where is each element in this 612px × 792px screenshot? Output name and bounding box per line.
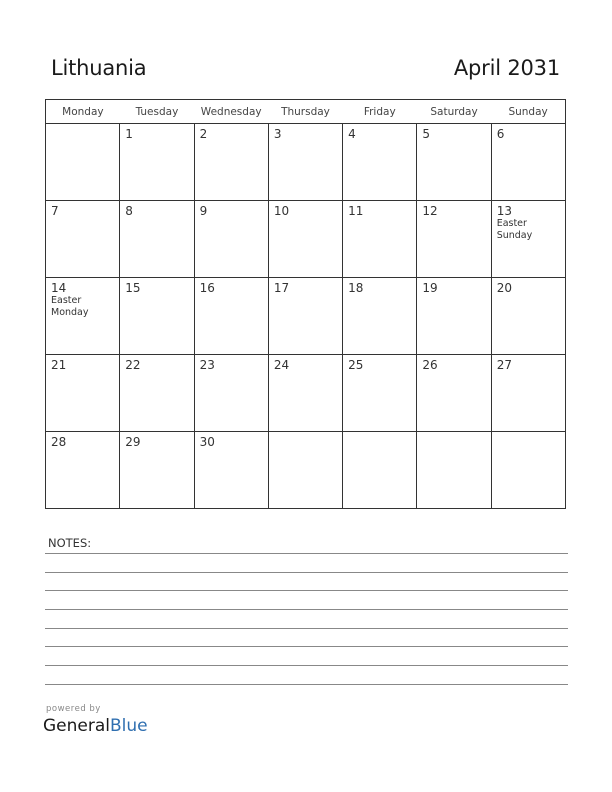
day-number: 28 xyxy=(51,435,67,449)
day-number: 19 xyxy=(422,281,438,295)
note-line xyxy=(45,628,568,629)
weekday-monday: Monday xyxy=(46,100,120,124)
day-number: 6 xyxy=(496,127,505,141)
day-cell xyxy=(417,201,491,278)
day-number: 18 xyxy=(348,281,364,295)
day-number: 26 xyxy=(422,358,438,372)
week-row xyxy=(46,432,566,509)
day-number: 30 xyxy=(199,435,215,449)
day-number: 20 xyxy=(496,281,512,295)
day-cell xyxy=(343,124,417,201)
day-cell xyxy=(46,355,120,432)
day-number: 13 xyxy=(496,204,512,218)
day-cell xyxy=(491,201,565,278)
weekday-header-row xyxy=(46,100,566,124)
note-line xyxy=(45,684,568,685)
note-line xyxy=(45,646,568,647)
day-cell xyxy=(343,201,417,278)
day-cell xyxy=(491,278,565,355)
day-cell xyxy=(343,432,417,509)
day-number: 7 xyxy=(51,204,59,218)
note-line xyxy=(45,553,568,554)
powered-by-text: powered by xyxy=(46,704,101,714)
day-number: 1 xyxy=(125,127,133,141)
day-cell xyxy=(194,355,268,432)
weekday-tuesday: Tuesday xyxy=(120,100,194,124)
day-number: 9 xyxy=(199,204,208,218)
weekday-saturday: Saturday xyxy=(417,100,491,124)
month-year-title: April 2031 xyxy=(453,56,560,80)
weekday-wednesday: Wednesday xyxy=(194,100,268,124)
day-cell xyxy=(417,432,491,509)
day-cell xyxy=(46,432,120,509)
weekday-friday: Friday xyxy=(343,100,417,124)
day-cell xyxy=(268,278,342,355)
notes-label: NOTES: xyxy=(48,536,92,550)
day-cell xyxy=(120,278,194,355)
day-cell xyxy=(268,432,342,509)
day-cell xyxy=(343,278,417,355)
day-number: 22 xyxy=(125,358,141,372)
brand-name-general: General xyxy=(43,716,110,736)
week-row xyxy=(46,124,566,201)
day-cell xyxy=(417,355,491,432)
day-number: 5 xyxy=(422,127,431,141)
day-number: 4 xyxy=(348,127,356,141)
calendar-grid xyxy=(45,99,566,509)
country-title: Lithuania xyxy=(51,56,147,80)
day-number: 29 xyxy=(125,435,141,449)
day-number: 14 xyxy=(51,281,67,295)
week-row xyxy=(46,201,566,278)
day-cell xyxy=(343,355,417,432)
day-cell xyxy=(194,201,268,278)
day-cell xyxy=(46,278,120,355)
day-cell xyxy=(268,201,342,278)
day-cell xyxy=(120,201,194,278)
day-cell xyxy=(120,432,194,509)
brand-name-blue: Blue xyxy=(110,716,148,736)
weekday-sunday: Sunday xyxy=(491,100,565,124)
note-line xyxy=(45,590,568,591)
note-line xyxy=(45,665,568,666)
day-cell xyxy=(46,124,120,201)
note-line xyxy=(45,609,568,610)
day-number: 16 xyxy=(199,281,215,295)
day-number: 12 xyxy=(422,204,438,218)
day-cell xyxy=(417,278,491,355)
day-cell xyxy=(417,124,491,201)
day-number: 17 xyxy=(273,281,290,295)
day-number: 3 xyxy=(273,127,282,141)
day-number: 21 xyxy=(51,358,67,372)
day-number: 8 xyxy=(125,204,133,218)
day-number: 10 xyxy=(273,204,290,218)
holiday-label: Easter Sunday xyxy=(496,218,533,241)
day-number: 2 xyxy=(199,127,208,141)
week-row xyxy=(46,355,566,432)
weekday-thursday: Thursday xyxy=(268,100,342,124)
day-cell xyxy=(268,124,342,201)
day-cell xyxy=(491,355,565,432)
day-number: 23 xyxy=(199,358,215,372)
day-cell xyxy=(46,201,120,278)
day-number: 15 xyxy=(125,281,141,295)
day-cell xyxy=(120,124,194,201)
day-cell xyxy=(268,355,342,432)
day-number: 11 xyxy=(348,204,364,218)
day-cell xyxy=(194,432,268,509)
day-cell xyxy=(194,278,268,355)
holiday-label: Easter Monday xyxy=(51,295,89,318)
day-cell xyxy=(194,124,268,201)
day-cell xyxy=(491,432,565,509)
day-number: 27 xyxy=(496,358,512,372)
day-cell xyxy=(120,355,194,432)
day-number: 24 xyxy=(273,358,290,372)
brand-logo xyxy=(43,716,148,736)
week-row xyxy=(46,278,566,355)
day-cell xyxy=(491,124,565,201)
day-number: 25 xyxy=(348,358,364,372)
note-line xyxy=(45,572,568,573)
